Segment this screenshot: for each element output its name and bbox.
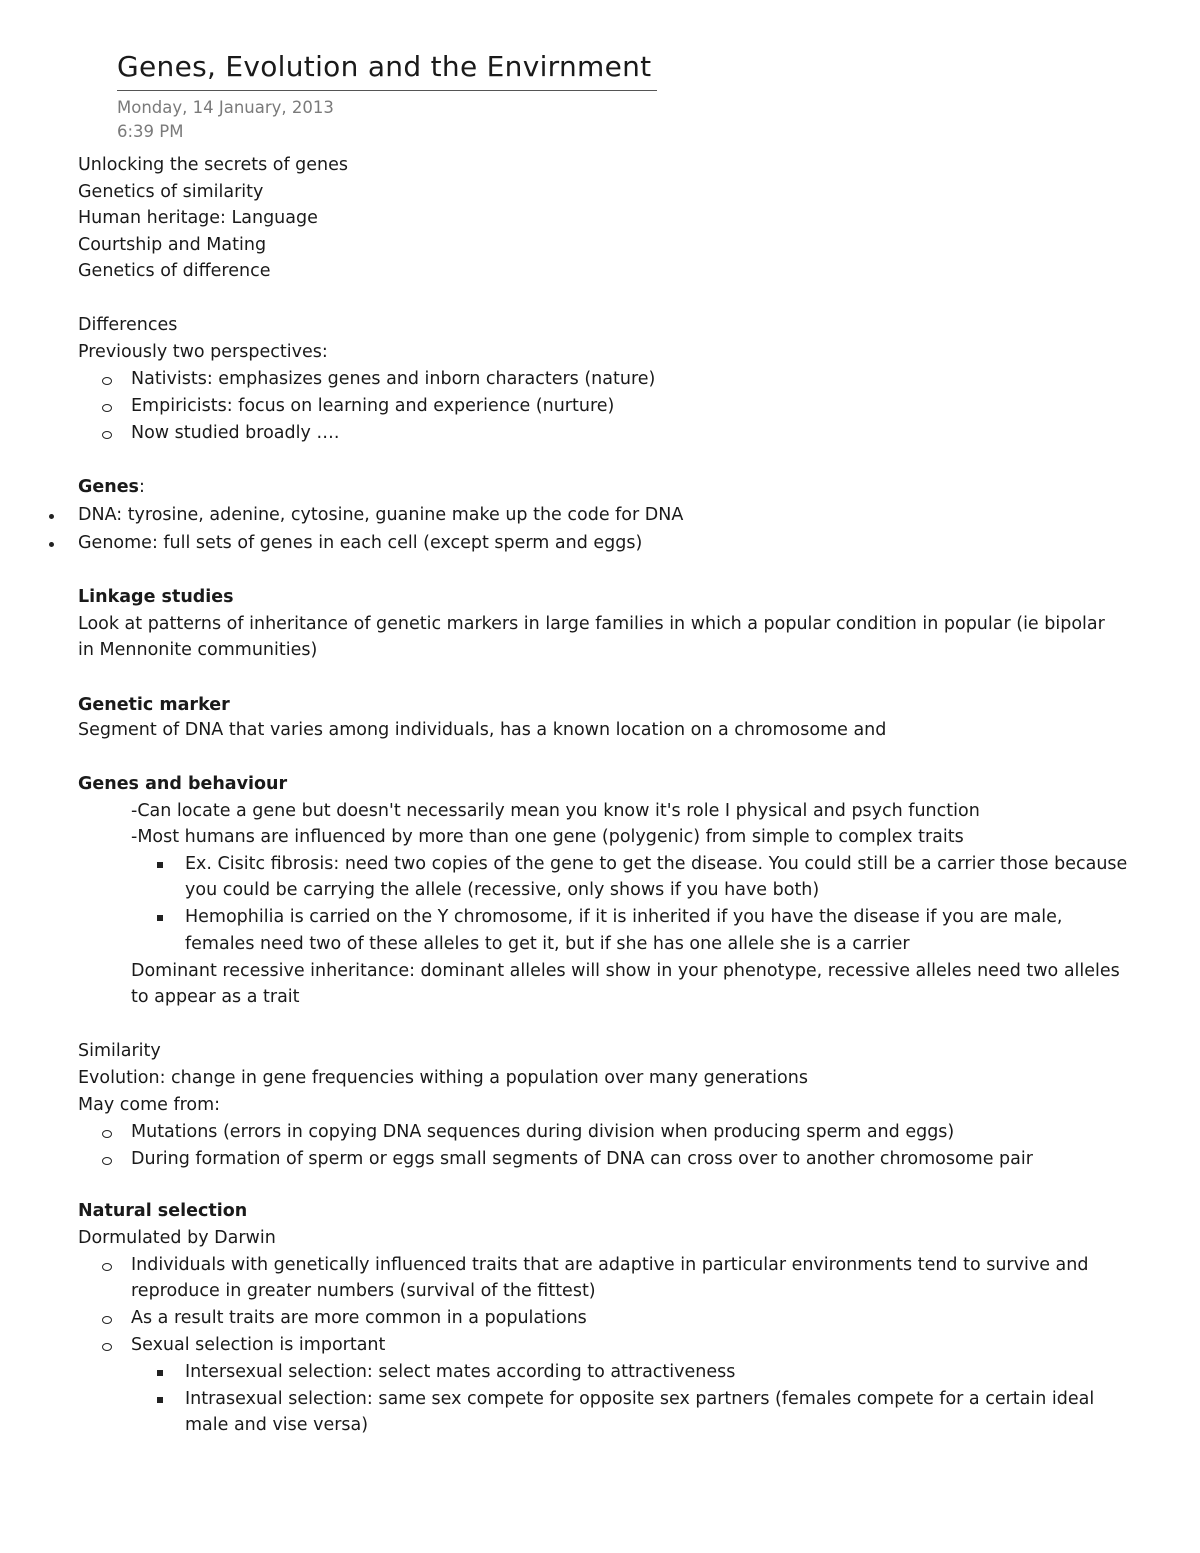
square-bullet-icon: [157, 915, 163, 921]
section-heading: Similarity: [78, 1041, 161, 1061]
list-item: Sexual selection is important: [131, 1335, 386, 1355]
list-item: Empiricists: focus on learning and experience (nurture): [131, 396, 615, 416]
list-item: Mutations (errors in copying DNA sequences during division when producing sperm and eggs): [131, 1122, 955, 1142]
circle-bullet-icon: [102, 1263, 112, 1271]
page-title: Genes, Evolution and the Envirnment: [117, 48, 657, 91]
square-bullet-icon: [157, 862, 163, 868]
list-item: As a result traits are more common in a populations: [131, 1308, 587, 1328]
sub-list-item: Hemophilia is carried on the Y chromosome, if it is inherited if you have the disease if you are male,: [185, 907, 1063, 927]
topic-line: Courtship and Mating: [78, 235, 267, 255]
bullet-icon: [49, 542, 54, 547]
section-heading: [78, 474, 145, 501]
list-item-cont: reproduce in greater numbers (survival of the fittest): [131, 1281, 596, 1301]
text-line: Segment of DNA that varies among individuals, has a known location on a chromosome and: [78, 720, 887, 740]
sub-list-item-cont: females need two of these alleles to get it, but if she has one allele she is a carrier: [185, 934, 910, 954]
section-heading: Natural selection: [78, 1201, 248, 1221]
circle-bullet-icon: [102, 1343, 112, 1351]
bullet-icon: [49, 514, 54, 519]
text-line: in Mennonite communities): [78, 640, 318, 660]
list-item: Genome: full sets of genes in each cell (except sperm and eggs): [78, 533, 643, 553]
sub-list-item-cont: you could be carrying the allele (recessive, only shows if you have both): [185, 880, 820, 900]
text-line: Previously two perspectives:: [78, 342, 328, 362]
text-line: Look at patterns of inheritance of genetic markers in large families in which a popular condition in popular (ie bipolar: [78, 614, 1105, 634]
text-line: Evolution: change in gene frequencies withing a population over many generations: [78, 1068, 808, 1088]
topic-line: Unlocking the secrets of genes: [78, 155, 349, 175]
dash-item: -Most humans are influenced by more than one gene (polygenic) from simple to complex traits: [131, 827, 964, 847]
circle-bullet-icon: [102, 1316, 112, 1324]
list-item: Individuals with genetically influenced traits that are adaptive in particular environments tend to survive and: [131, 1255, 1089, 1275]
sub-list-item: Intersexual selection: select mates according to attractiveness: [185, 1362, 736, 1382]
square-bullet-icon: [157, 1370, 163, 1376]
list-item: Now studied broadly ….: [131, 423, 340, 443]
section-heading: Differences: [78, 315, 178, 335]
text-line: to appear as a trait: [131, 987, 300, 1007]
square-bullet-icon: [157, 1397, 163, 1403]
topic-line: Human heritage: Language: [78, 208, 318, 228]
section-heading: Genetic marker: [78, 695, 230, 715]
circle-bullet-icon: [102, 404, 112, 412]
circle-bullet-icon: [102, 431, 112, 439]
note-date: Monday, 14 January, 2013: [117, 98, 334, 117]
topic-line: Genetics of difference: [78, 261, 271, 281]
genes-colon: :: [138, 477, 145, 497]
circle-bullet-icon: [102, 377, 112, 385]
sub-list-item: Intrasexual selection: same sex compete for opposite sex partners (females compete for a certain ideal: [185, 1389, 1095, 1409]
text-line: May come from:: [78, 1095, 221, 1115]
list-item: DNA: tyrosine, adenine, cytosine, guanine make up the code for DNA: [78, 505, 684, 525]
topic-line: Genetics of similarity: [78, 182, 264, 202]
genes-heading: Genes: [78, 477, 139, 497]
note-time: 6:39 PM: [117, 122, 184, 141]
text-line: Dominant recessive inheritance: dominant alleles will show in your phenotype, recessive alleles need two alleles: [131, 961, 1120, 981]
list-item: During formation of sperm or eggs small segments of DNA can cross over to another chromosome pair: [131, 1149, 1033, 1169]
list-item: Nativists: emphasizes genes and inborn characters (nature): [131, 369, 656, 389]
dash-item: -Can locate a gene but doesn't necessarily mean you know it's role I physical and psych function: [131, 801, 980, 821]
sub-list-item: Ex. Cisitc fibrosis: need two copies of the gene to get the disease. You could still be a carrier those because: [185, 854, 1128, 874]
text-line: Dormulated by Darwin: [78, 1228, 276, 1248]
circle-bullet-icon: [102, 1130, 112, 1138]
sub-list-item-cont: male and vise versa): [185, 1415, 369, 1435]
circle-bullet-icon: [102, 1157, 112, 1165]
section-heading: Genes and behaviour: [78, 774, 288, 794]
section-heading: Linkage studies: [78, 587, 234, 607]
